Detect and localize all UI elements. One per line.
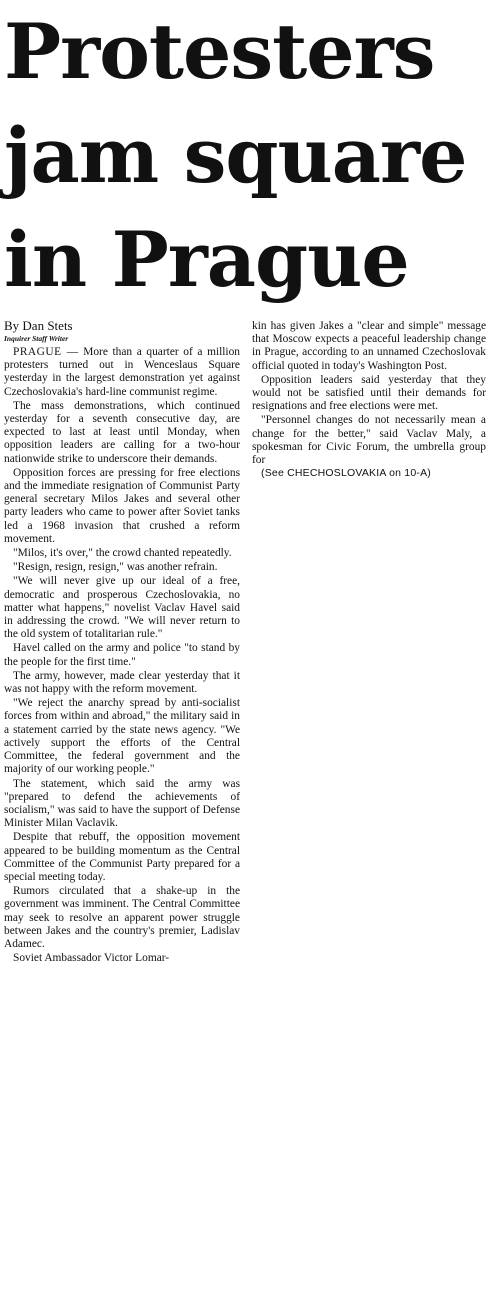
paragraph: kin has given Jakes a "clear and simple" message that Moscow expects a peaceful leadership change in Prague, according to an unnamed Czechoslovak official quoted in today's Washington Post.	[252, 320, 486, 372]
paragraph: "We reject the anarchy spread by anti-socialist forces from within and abroad," the military said in a statement carried by the state news agency. "We actively support the efforts of the Central Committee, the federal government and the majority of our working people."	[4, 697, 240, 776]
paragraph: Havel called on the army and police "to stand by the people for the first time."	[4, 642, 240, 668]
byline	[4, 318, 244, 343]
paragraph: The army, however, made clear yesterday that it was not happy with the reform movement.	[4, 669, 240, 696]
paragraph-text: More than a quarter of a million protesters turned out in Wenceslaus Square yesterday in the largest demonstration yet against Czechoslovakia's hard-line communist regime.	[4, 346, 240, 398]
paragraph: "Personnel changes do not necessarily mean a change for the better," said Vaclav Maly, a spokesman for Civic Forum, the umbrella group for	[252, 414, 486, 467]
paragraph: Rumors circulated that a shake-up in the government was imminent. The Central Committee may seek to resolve an apparent power struggle between Jakes and the country's premier, Ladislav Adamec.	[4, 885, 240, 950]
paragraph: The mass demonstrations, which continued yesterday for a seventh consecutive day, are expected to last at least until Monday, when opposition leaders are calling for a two-hour nationwide strike to underscore their demands.	[4, 399, 240, 465]
jump-line: (See CHECHOSLOVAKIA on 10-A)	[261, 467, 431, 480]
paragraph: "Resign, resign, resign," was another refrain.	[13, 561, 218, 574]
paragraph	[4, 346, 240, 399]
headline-line-2: jam square	[4, 111, 467, 200]
paragraph: Opposition forces are pressing for free elections and the immediate resignation of Communist Party general secretary Milos Jakes and several other party leaders who came to power after Soviet tanks led a 1968 invasion that crushed a reform movement.	[4, 466, 240, 545]
paragraph: Despite that rebuff, the opposition movement appeared to be building momentum as the Central Committee of the Communist Party prepared for a special meeting today.	[4, 831, 240, 883]
byline-role: Inquirer Staff Writer	[4, 334, 69, 343]
dateline: PRAGUE —	[13, 346, 79, 358]
paragraph: Soviet Ambassador Victor Lomar-	[13, 952, 170, 965]
paragraph: "Milos, it's over," the crowd chanted repeatedly.	[13, 547, 232, 560]
paragraph: "We will never give up our ideal of a free, democratic and prosperous Czechoslovakia, no matter what happens," novelist Vaclav Havel said in addressing the crowd. "We will never return to the old system of totalitarian rule."	[4, 575, 240, 641]
paragraph: The statement, which said the army was "prepared to defend the achievements of socialism," was said to have the support of Defense Minister Milan Vaclavik.	[4, 777, 240, 830]
article-column-left	[4, 346, 240, 965]
headline-line-1: Protesters	[4, 7, 435, 96]
headline	[4, 0, 498, 312]
paragraph: Opposition leaders said yesterday that they would not be satisfied until their demands for resignations and free elections were met.	[252, 373, 486, 413]
byline-name: By Dan Stets	[4, 318, 73, 333]
headline-line-3: in Prague	[4, 215, 409, 304]
article-column-right	[252, 320, 486, 480]
